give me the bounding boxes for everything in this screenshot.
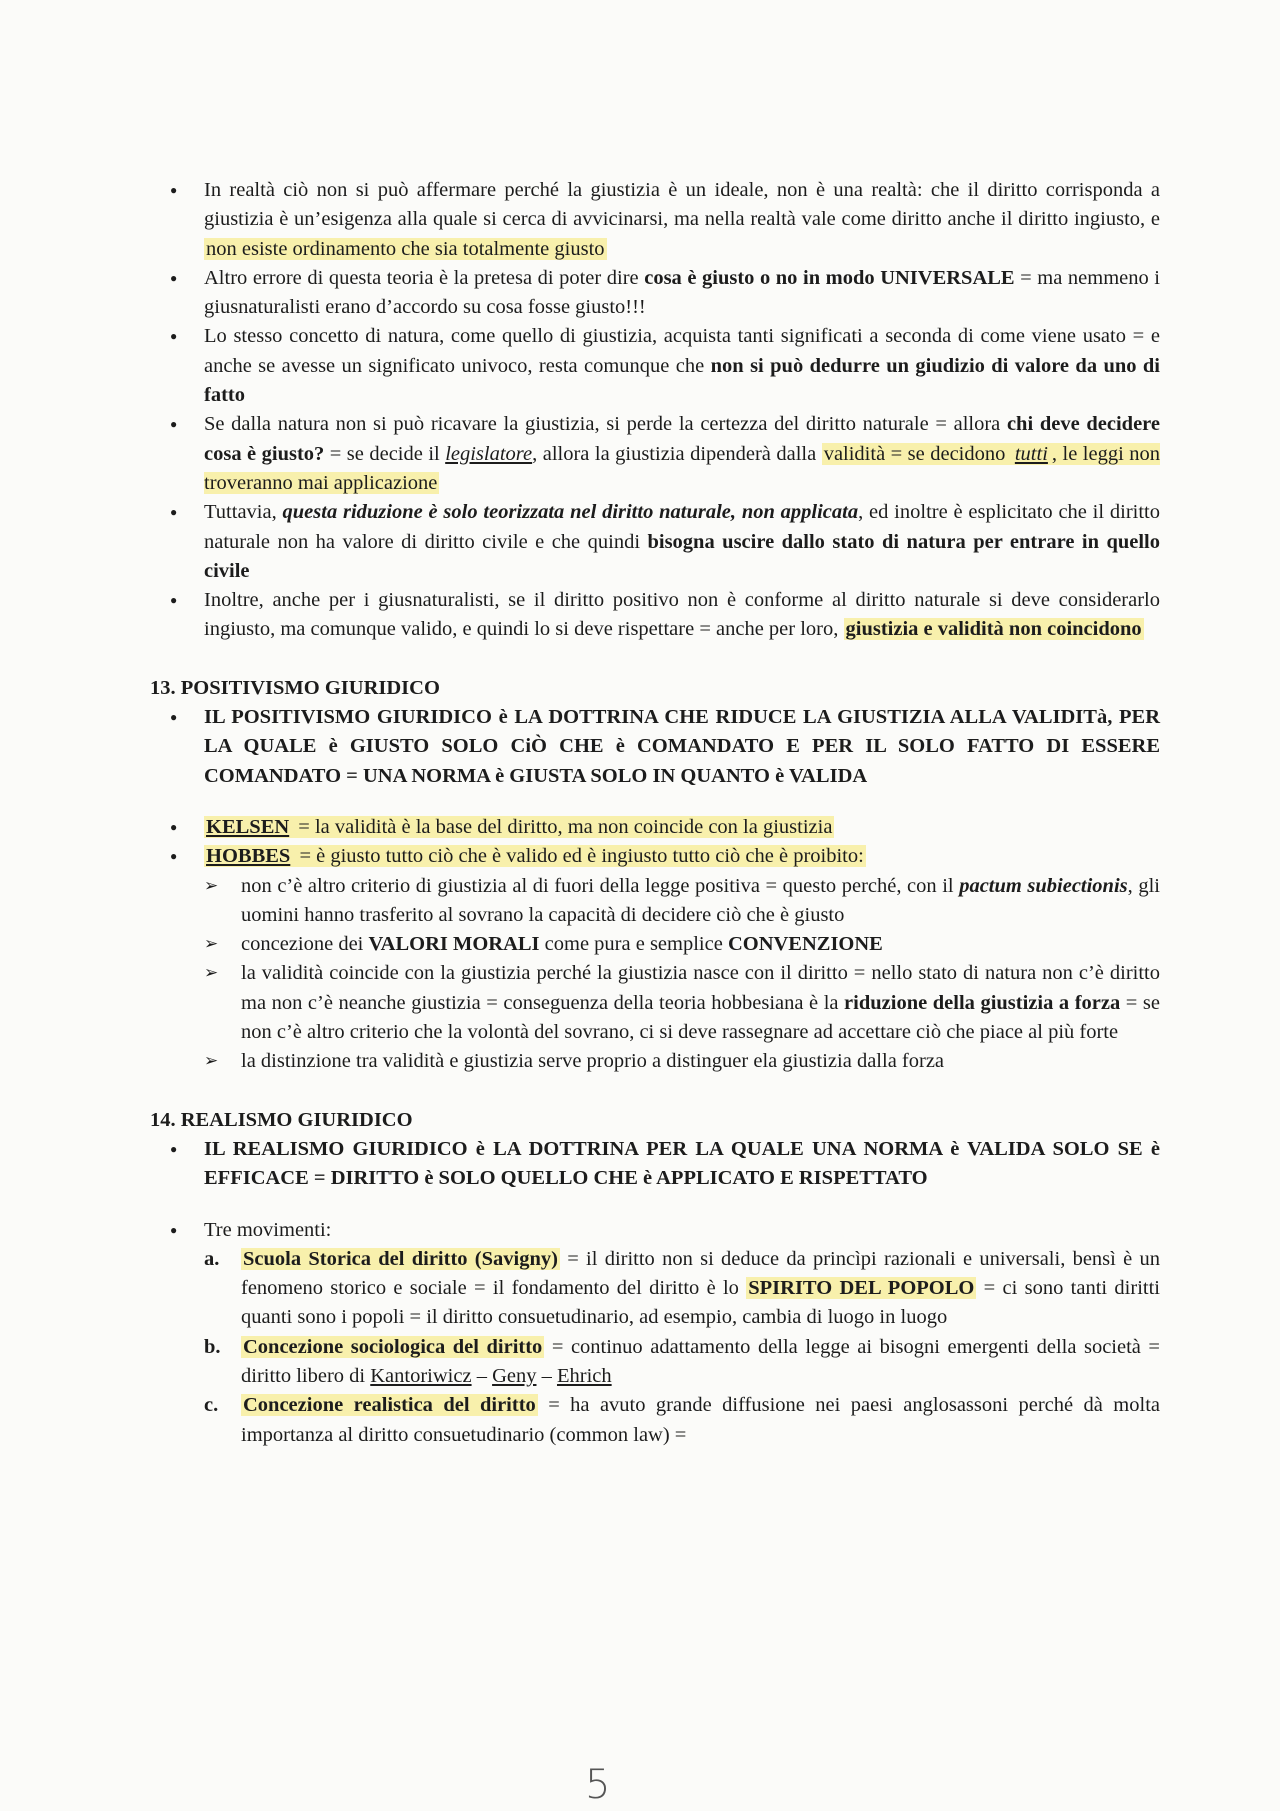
section-14-definition-list <box>150 1135 1160 1194</box>
movements-list <box>204 1245 1160 1450</box>
text-run: – <box>471 1364 493 1387</box>
text-run: la validità coincide con la giustizia perché la giustizia nasce con il diritto = nello stato di natura non c’è diritto ma non c’è neanche giustizia = conseguenza della teoria hobbesiana è la <box>241 962 1160 1014</box>
text-run: CONVENZIONE <box>727 933 883 956</box>
text-run: = la validità è la base del diritto, ma non coincide con la giustizia <box>293 815 833 838</box>
hobbes-points-wrapper <box>150 872 1160 1077</box>
arrow-item <box>204 872 1160 931</box>
text-run: Altro errore di questa teoria è la pretesa di poter dire <box>204 266 645 289</box>
text-run: , gli uomini hanno trasferito al sovrano la capacità di decidere ciò che è giusto <box>241 874 1160 926</box>
section-14-definition: ● IL REALISMO GIURIDICO è LA DOTTRINA PER LA QUALE UNA NORMA è VALIDA SOLO SE è EFFICACE = DIRITTO è SOLO QUELLO CHE è APPLICATO E RISPETTATO <box>150 1135 1160 1194</box>
movement-item <box>204 1245 1160 1333</box>
movement-item <box>204 1391 1160 1450</box>
text-run: – <box>536 1364 557 1387</box>
text-run: Inoltre, anche per i giusnaturalisti, se il diritto positivo non è conforme al diritto naturale si deve considerarlo ingiusto, ma comunque valido, e quindi lo si deve rispettare = anche per loro, <box>204 589 1160 641</box>
text-run: cosa è giusto o no in modo UNIVERSALE <box>644 266 1015 289</box>
bullet-item <box>150 813 1160 842</box>
text-run: Lo stesso concetto di natura, come quello di giustizia, acquista tanti significati a seconda di come viene usato = e anche se avesse un significato univoco, resta comunque che <box>204 325 1160 377</box>
text-run: validità = se decidono <box>823 442 1011 465</box>
text-run: non c’è altro criterio di giustizia al di fuori della legge positiva = questo perché, con il <box>241 874 960 897</box>
arrow-item <box>204 959 1160 1047</box>
bullet-item <box>150 176 1160 264</box>
text-run: come pura e semplice <box>539 933 728 956</box>
text-run: tutti <box>1014 442 1048 465</box>
text-run: = ma nemmeno i giusnaturalisti erano d’accordo su cosa fosse giusto!!! <box>204 266 1161 319</box>
text-run: la distinzione tra validità e giustizia serve proprio a distinguer ela giustizia dalla forza <box>241 1050 945 1073</box>
text-run: concezione dei <box>241 933 369 956</box>
text-run: Se dalla natura non si può ricavare la giustizia, si perde la certezza del diritto naturale = allora <box>204 413 1007 436</box>
text-run: , ed inoltre è esplicitato che il diritto naturale non ha valore di diritto civile e che quindi <box>204 501 1160 553</box>
text-run: bisogna uscire dallo stato di natura per entrare in quello civile <box>204 530 1160 582</box>
text-run: , le leggi non troveranno mai applicazione <box>204 442 1160 494</box>
text-run: = ci sono tanti diritti quanti sono i popoli = il diritto consuetudinario, ad esempio, cambia di luogo in luogo <box>241 1277 1160 1329</box>
text-run: legislatore <box>445 442 533 465</box>
intro-bullet-list <box>150 176 1160 645</box>
text-run: = continuo adattamento della legge ai bisogni emergenti della società = diritto libero di <box>241 1335 1160 1387</box>
arrow-item <box>204 930 1160 959</box>
section-13-bullet-list <box>150 813 1160 872</box>
text-run: In realtà ciò non si può affermare perché la giustizia è un ideale, non è una realtà: che il diritto corrisponda a giustizia è un’esigenza alla quale si cerca di avvicinarsi, ma nella realtà vale come diritto anche il diritto ingiusto, e <box>204 179 1160 231</box>
text-run: giustizia e validità non coincidono <box>845 618 1142 641</box>
text-run: Scuola Storica del diritto (Savigny) <box>243 1247 558 1270</box>
text-run: = se decide il <box>324 442 446 465</box>
bullet-item <box>150 410 1160 498</box>
text-run: riduzione della giustizia a forza <box>844 991 1121 1014</box>
text-run: = è giusto tutto ciò che è valido ed è ingiusto tutto ciò che è proibito: <box>294 845 864 868</box>
page-number: 5 <box>585 1762 611 1808</box>
bullet-item <box>150 264 1160 323</box>
arrow-item <box>204 1047 1160 1076</box>
text-run: Concezione sociologica del diritto <box>243 1335 543 1358</box>
movement-label: c. <box>204 1394 219 1417</box>
section-14-bullet-list <box>150 1216 1160 1450</box>
bullet-item <box>150 498 1160 586</box>
movement-item <box>204 1333 1160 1392</box>
text-run: non esiste ordinamento che sia totalmente giusto <box>206 237 605 260</box>
text-run: = ha avuto grande diffusione nei paesi anglosassoni perché dà molta importanza al diritto consuetudinario (common law) = <box>241 1394 1160 1446</box>
text-run: chi deve decidere cosa è giusto? <box>204 413 1160 465</box>
text-run: Tuttavia, <box>204 501 283 524</box>
hobbes-points-list <box>204 872 1160 1077</box>
text-run: , allora la giustizia dipenderà dalla <box>532 442 822 465</box>
text-run: KELSEN <box>206 815 290 838</box>
section-13-definition: ● IL POSITIVISMO GIURIDICO è LA DOTTRINA CHE RIDUCE LA GIUSTIZIA ALLA VALIDITà, PER LA QUALE è GIUSTO SOLO CiÒ CHE è COMANDATO E PER IL SOLO FATTO DI ESSERE COMANDATO = UNA NORMA è GIUSTA SOLO IN QUANTO è VALIDA <box>150 703 1160 791</box>
bullet-item <box>150 586 1160 645</box>
text-run: = se non c’è altro criterio che la volontà del sovrano, ci si deve rassegnare ad accettare ciò che piace al più forte <box>241 991 1160 1044</box>
text-run: = il diritto non si deduce da princìpi razionali e universali, bensì è un fenomeno storico e sociale = il fondamento del diritto è lo <box>241 1247 1160 1300</box>
bullet-item <box>150 842 1160 871</box>
bullet-item <box>150 322 1160 410</box>
section-13-definition-list <box>150 703 1160 791</box>
movement-label: b. <box>204 1335 221 1358</box>
movements-intro-text: Tre movimenti: <box>204 1218 332 1241</box>
text-run: questa riduzione è solo teorizzata nel diritto naturale, non applicata <box>282 501 859 524</box>
text-run: Geny <box>492 1364 537 1387</box>
movement-label: a. <box>204 1247 220 1270</box>
text-run: VALORI MORALI <box>368 933 540 956</box>
text-run: Concezione realistica del diritto <box>243 1394 536 1417</box>
text-run: non si può dedurre un giudizio di valore da uno di fatto <box>204 354 1161 407</box>
text-run: pactum subiectionis <box>959 874 1128 897</box>
section-13-title: 13. POSITIVISMO GIURIDICO <box>150 676 440 699</box>
text-run: HOBBES <box>206 845 291 868</box>
text-run: SPIRITO DEL POPOLO <box>748 1277 975 1300</box>
section-14-title: 14. REALISMO GIURIDICO <box>150 1108 413 1131</box>
text-run: Ehrich <box>556 1364 612 1387</box>
document-page <box>150 176 1160 1450</box>
movements-intro <box>150 1216 1160 1450</box>
text-run: Kantoriwicz <box>370 1364 472 1387</box>
